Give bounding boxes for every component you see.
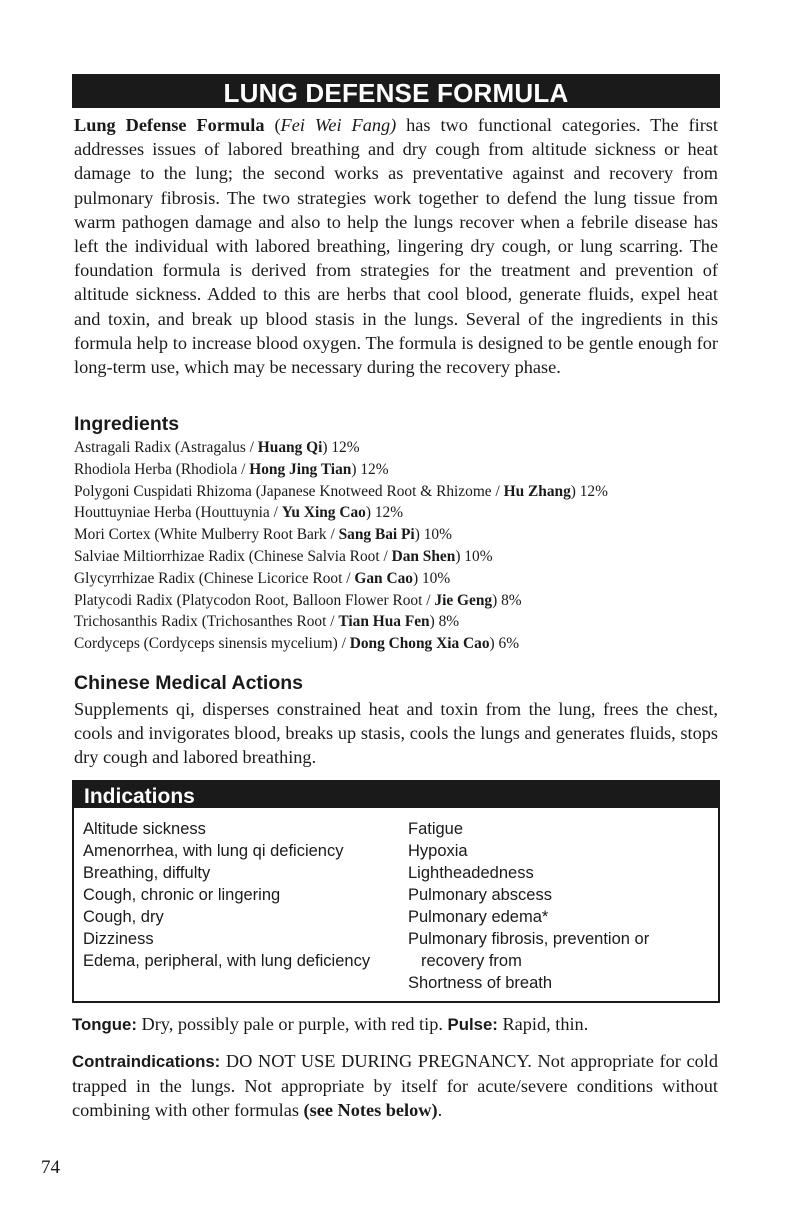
formula-name: Lung Defense Formula [74,115,265,135]
pulse-label: Pulse: [447,1015,498,1034]
ingredient-name: Platycodi Radix (Platycodon Root, Balloon Flower Root / [74,591,435,609]
ingredient-percent: ) 12% [322,439,360,456]
ingredient-pinyin: Huang Qi [257,439,323,456]
ingredient-item [74,546,734,568]
indication-item: Lightheadedness [408,864,534,882]
indication-item: Edema, peripheral, with lung deficiency [83,952,371,970]
ingredient-percent: ) 10% [412,569,451,587]
ingredient-item [74,459,734,481]
ingredient-pinyin: Dong Chong Xia Cao [349,635,490,653]
ingredient-percent: ) 8% [429,613,460,631]
ingredient-pinyin: Tian Hua Fen [338,613,430,631]
indication-item: Cough, chronic or lingering [83,886,281,904]
indication-item: Pulmonary abscess [408,886,552,904]
ingredient-name: Mori Cortex (White Mulberry Root Bark / [74,526,339,544]
indication-item: Amenorrhea, with lung qi deficiency [83,842,344,860]
ingredient-percent: ) 10% [414,526,452,544]
indication-item: Altitude sickness [83,820,206,838]
ingredient-pinyin: Dan Shen [391,547,456,565]
contraindications-end: . [437,1100,443,1121]
ingredient-item [74,524,734,546]
indication-item: Cough, dry [83,908,164,926]
ingredient-percent: ) 8% [492,591,522,609]
ingredient-item [74,502,734,524]
ingredient-percent: ) 12% [365,504,404,522]
indication-item: Pulmonary edema* [408,908,549,926]
ingredients-heading: Ingredients [74,413,180,435]
ingredient-name: Rhodiola Herba (Rhodiola / [74,460,250,478]
contraindications-text: DO NOT USE DURING PREGNANCY. Not appropriate for cold trapped in the lungs. Not appropriate by itself for acute/severe conditions without combining with other formulas [72,1051,718,1121]
ingredient-pinyin: Hu Zhang [503,482,571,500]
ingredients-list [74,437,734,655]
indication-item: Breathing, diffulty [83,864,211,882]
ingredient-percent: ) 12% [351,460,389,478]
ingredient-name: Trichosanthis Radix (Trichosanthes Root / [74,613,339,631]
indication-item: Fatigue [408,820,464,838]
contraindications-label: Contraindications: [72,1052,221,1071]
intro-paragraph [74,113,718,379]
intro-body: has two functional categories. The first addresses issues of labored breathing and dry cough from altitude sickness or heat damage to the lung; the second works as preventative against and recovery from pulmonary fibrosis. The two strategies work together to defend the lung tissue from warm pathogen damage and also to help the lungs recover when a febrile disease has left the individual with labored breathing, lingering dry cough, or lung scarring. The foundation formula is derived from strategies for the treatment and prevention of altitude sickness. Added to this are herbs that cool blood, generate fluids, expel heat and toxin, and break up blood stasis in the lungs. Several of the ingredients in this formula help to increase blood oxygen. The formula is designed to be gentle enough for long-term use, which may be necessary during the recovery phase. [74,115,718,378]
ingredient-item [74,633,734,655]
ingredient-pinyin: Yu Xing Cao [281,504,366,522]
indications-box [72,780,720,1003]
notes-reference: (see Notes below) [303,1100,438,1121]
indication-item: Dizziness [83,930,154,948]
ingredient-name: Salviae Miltiorrhizae Radix (Chinese Salvia Root / [74,547,392,565]
actions-heading: Chinese Medical Actions [74,672,304,694]
indication-item: Hypoxia [408,842,468,860]
ingredient-percent: ) 12% [570,482,608,500]
actions-paragraph: Supplements qi, disperses constrained heat and toxin from the lung, frees the chest, cools and invigorates blood, breaks up stasis, cools the lungs and generates fluids, stops dry cough and labored breathing. [74,699,718,768]
ingredient-pinyin: Hong Jing Tian [249,460,352,478]
ingredient-pinyin: Gan Cao [354,569,413,587]
ingredient-name: Polygoni Cuspidati Rhizoma (Japanese Knotweed Root & Rhizome / [74,482,504,500]
indications-right-column [408,818,708,994]
pulse-text: Rapid, thin. [497,1014,589,1034]
indications-heading: Indications [74,782,718,808]
ingredient-pinyin: Jie Geng [434,591,493,609]
page-number: 74 [41,1157,60,1178]
ingredient-name: Glycyrrhizae Radix (Chinese Licorice Root / [74,569,355,587]
ingredient-percent: ) 6% [489,635,520,653]
ingredient-item [74,437,734,459]
ingredient-item [74,481,734,503]
contraindications-paragraph [72,1049,718,1123]
indication-item: Shortness of breath [408,974,553,992]
tongue-pulse-line [72,1012,720,1037]
ingredient-name: Cordyceps (Cordyceps sinensis mycelium) / [74,635,350,653]
ingredient-item [74,590,734,612]
tongue-text: Dry, possibly pale or purple, with red tip. [136,1014,448,1034]
ingredient-item [74,568,734,590]
indication-item: Pulmonary fibrosis, prevention or recovery from [408,930,650,970]
pinyin-name: Fei Wei Fang) [280,115,397,135]
ingredient-pinyin: Sang Bai Pi [338,526,415,544]
page-title: LUNG DEFENSE FORMULA [72,74,720,108]
ingredient-name: Astragali Radix (Astragalus / [74,439,258,456]
paren-open: ( [264,115,281,135]
ingredient-item [74,611,734,633]
ingredient-name: Houttuyniae Herba (Houttuynia / [74,504,282,522]
ingredient-percent: ) 10% [455,547,493,565]
tongue-label: Tongue: [72,1015,137,1034]
indications-left-column [83,818,398,972]
